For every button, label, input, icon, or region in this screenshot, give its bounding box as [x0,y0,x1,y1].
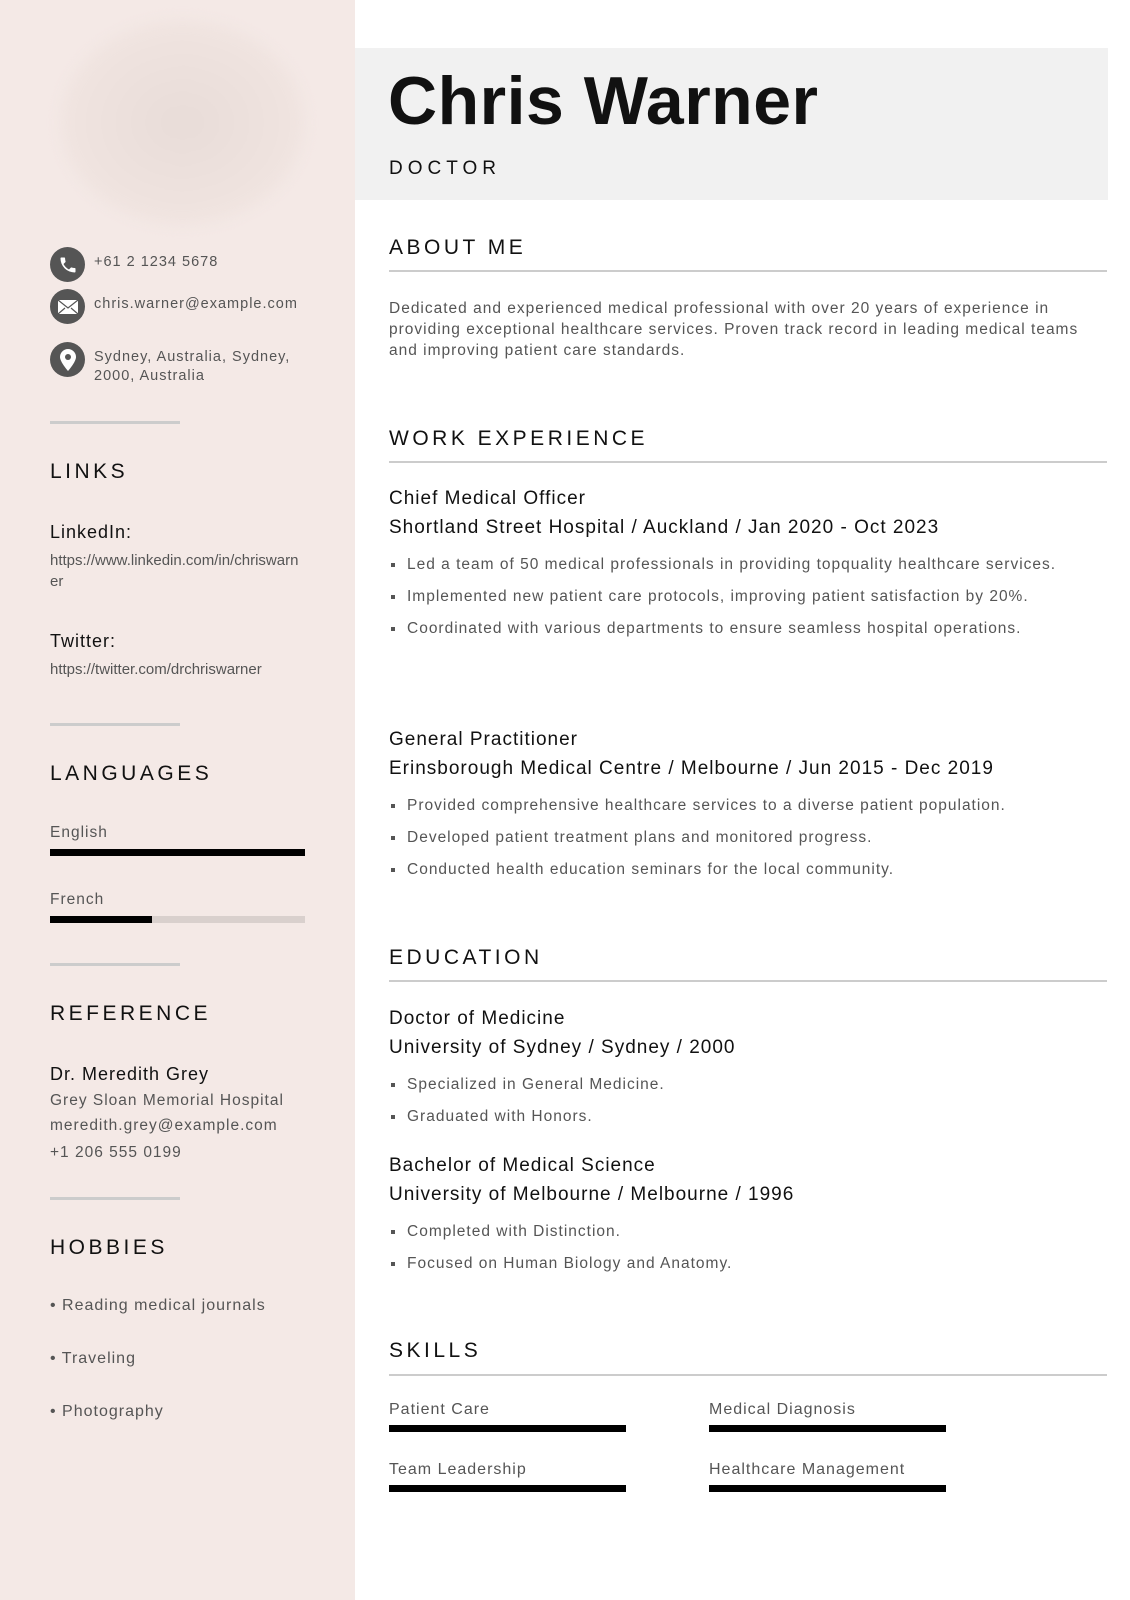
divider [389,1374,1107,1376]
job-meta: Shortland Street Hospital / Auckland / Jan 2020 - Oct 2023 [389,517,940,538]
reference-phone: +1 206 555 0199 [50,1144,182,1161]
reference-heading: REFERENCE [50,1002,212,1025]
reference-org: Grey Sloan Memorial Hospital [50,1092,284,1109]
hobby-item: • Traveling [50,1350,136,1367]
skill-level-bar [709,1425,946,1432]
linkedin-label: LinkedIn: [50,522,133,542]
degree-bullets [389,1074,1089,1138]
language-level-bar [50,916,305,923]
skill-item: Medical Diagnosis [709,1401,946,1432]
profile-photo [60,20,305,225]
language-level-bar [50,849,305,856]
divider [389,270,1107,272]
job-title: Chief Medical Officer [389,488,586,509]
list-item: Conducted health education seminars for the local community. [389,859,1099,880]
list-item: Completed with Distinction. [389,1221,1089,1242]
list-item: Implemented new patient care protocols, improving patient satisfaction by 20%. [389,586,1089,607]
skill-level-bar [389,1485,626,1492]
degree-title: Doctor of Medicine [389,1008,566,1029]
list-item: Specialized in General Medicine. [389,1074,1089,1095]
degree-title: Bachelor of Medical Science [389,1155,656,1176]
languages-heading: LANGUAGES [50,762,213,785]
list-item: Provided comprehensive healthcare services to a diverse patient population. [389,795,1099,816]
divider [50,963,180,966]
phone-icon [50,247,85,282]
job-bullets [389,554,1089,650]
reference-email: meredith.grey@example.com [50,1117,278,1134]
degree-bullets [389,1221,1089,1285]
envelope-icon [50,289,85,324]
skill-item: Healthcare Management [709,1461,946,1492]
candidate-name: Chris Warner [388,63,819,139]
list-item: Graduated with Honors. [389,1106,1089,1127]
location-pin-icon [50,342,85,377]
linkedin-link[interactable]: https://www.linkedin.com/in/chriswarner [50,552,299,590]
list-item: Led a team of 50 medical professionals in providing topquality healthcare services. [389,554,1089,575]
list-item: Focused on Human Biology and Anatomy. [389,1253,1089,1274]
skill-item: Team Leadership [389,1461,626,1492]
divider [50,723,180,726]
job-meta: Erinsborough Medical Centre / Melbourne / Jun 2015 - Dec 2019 [389,758,994,779]
language-english: English [50,824,108,841]
skills-heading: SKILLS [389,1339,482,1362]
work-heading: WORK EXPERIENCE [389,427,649,450]
contact-email: chris.warner@example.com [50,289,310,324]
skill-level-bar [389,1425,626,1432]
skill-item: Patient Care [389,1401,626,1432]
list-item: Developed patient treatment plans and monitored progress. [389,827,1099,848]
divider [50,1197,180,1200]
degree-meta: University of Sydney / Sydney / 2000 [389,1037,736,1058]
list-item: Coordinated with various departments to ensure seamless hospital operations. [389,618,1089,639]
about-heading: ABOUT ME [389,236,527,259]
links-heading: LINKS [50,460,129,483]
twitter-label: Twitter: [50,631,117,651]
candidate-role: DOCTOR [389,158,501,179]
divider [389,980,1107,982]
language-french: French [50,891,105,908]
hobbies-heading: HOBBIES [50,1236,168,1259]
education-heading: EDUCATION [389,946,543,969]
job-bullets [389,795,1099,891]
divider [389,461,1107,463]
hobby-item: • Reading medical journals [50,1297,266,1314]
skill-level-bar [709,1485,946,1492]
divider [50,421,180,424]
contact-phone: +61 2 1234 5678 [50,247,310,282]
degree-meta: University of Melbourne / Melbourne / 1996 [389,1184,795,1205]
hobby-item: • Photography [50,1403,164,1420]
job-title: General Practitioner [389,729,578,750]
reference-name: Dr. Meredith Grey [50,1064,210,1084]
contact-address: Sydney, Australia, Sydney, 2000, Australia [50,342,310,386]
about-text: Dedicated and experienced medical professional with over 20 years of experience in providing exceptional healthcare services. Proven track record in leading medical teams and improving patient care standards. [389,300,1079,359]
twitter-link[interactable]: https://twitter.com/drchriswarner [50,661,262,678]
